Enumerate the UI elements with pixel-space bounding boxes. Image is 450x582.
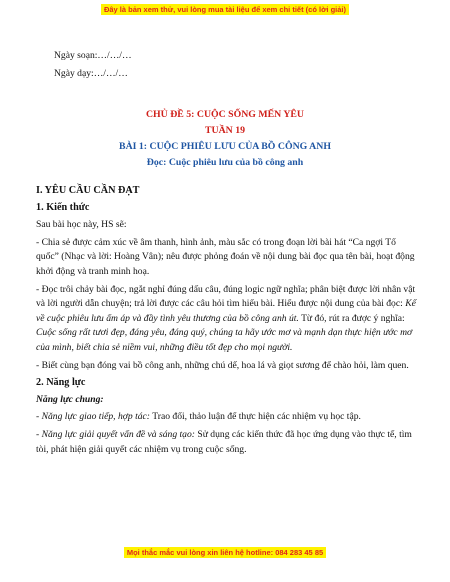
- competency-item-2-label: - Năng lực giải quyết vấn đề và sáng tạo:: [36, 428, 195, 440]
- preview-notice-text: Đây là bản xem thử, vui lòng mua tài liệu để xem chi tiết (có lời giải): [101, 4, 349, 15]
- subheading-knowledge: 1. Kiến thức: [36, 201, 90, 213]
- main-content: [36, 184, 420, 457]
- topic-title: CHỦ ĐỀ 5: CUỘC SỐNG MẾN YÊU: [145, 109, 305, 120]
- knowledge-item-2-meaning: Cuộc sống rất tươi đẹp, đáng yêu, đáng quý, chúng ta hãy ước mơ và mạnh dạn thực hiện ước mơ của mình, biết chia sẻ niềm vui, những điều tốt đẹp cho mọi người.: [36, 327, 413, 353]
- teaching-date: Ngày dạy:…/…/…: [54, 68, 128, 79]
- preview-notice-banner: [0, 5, 450, 14]
- reading-title: Đọc: Cuộc phiêu lưu của bồ công anh: [146, 157, 304, 168]
- knowledge-item-1: - Chia sẻ được cảm xúc về âm thanh, hình ảnh, màu sắc có trong đoạn lời bài hát “Ca ngợi Tổ quốc” (Nhạc và lời: Hoàng Vân); nêu được phỏng đoán về nội dung bài đọc qua tên bài, hoạt động khởi động và tranh minh hoạ.: [36, 236, 415, 277]
- lesson-title: BÀI 1: CUỘC PHIÊU LƯU CỦA BỒ CÔNG ANH: [119, 141, 331, 152]
- section-heading-requirements: I. YÊU CẦU CẦN ĐẠT: [36, 185, 140, 196]
- week-title: TUẦN 19: [204, 125, 245, 136]
- knowledge-item-2-content: Kể về cuộc phiêu lưu ấm áp và đầy tình yêu thương của bồ công anh út.: [36, 298, 416, 324]
- knowledge-item-2-start: - Đọc trôi chảy bài đọc, ngắt nghỉ đúng dấu câu, đúng logic ngữ nghĩa; phân biệt được lời nhân vật và lời người dẫn chuyện; trả lời được các câu hỏi tìm hiểu bài. Hiểu được nội dung của bài đọc:: [36, 283, 416, 310]
- competency-item-1: [36, 410, 420, 425]
- hotline-banner: [0, 548, 450, 557]
- competency-item-2-text: Sử dụng các kiến thức đã học ứng dụng vào thực tế, tìm tòi, phát hiện giải quyết các nhiệm vụ trong cuộc sống.: [36, 428, 412, 455]
- competency-item-1-label: - Năng lực giao tiếp, hợp tác:: [36, 411, 151, 423]
- competency-item-1-text: Trao đổi, thảo luận để thực hiện các nhiệm vụ học tập.: [150, 411, 361, 423]
- preparation-date: Ngày soạn:…/…/…: [54, 50, 132, 61]
- competency-item-2: [36, 428, 420, 457]
- subheading-competency: 2. Năng lực: [36, 377, 86, 389]
- general-competency-label: Năng lực chung:: [36, 393, 104, 405]
- knowledge-item-3: - Biết cùng bạn đóng vai bồ công anh, những chú dế, hoa lá và giọt sương để chào hỏi, làm quen.: [36, 359, 409, 371]
- knowledge-item-2: [36, 283, 420, 356]
- knowledge-item-2-mid: Từ đó, rút ra được ý nghĩa:: [298, 312, 405, 324]
- knowledge-intro: Sau bài học này, HS sẽ:: [36, 219, 127, 231]
- hotline-text: Mọi thắc mắc vui lòng xin liên hệ hotline: 084 283 45 85: [124, 547, 326, 558]
